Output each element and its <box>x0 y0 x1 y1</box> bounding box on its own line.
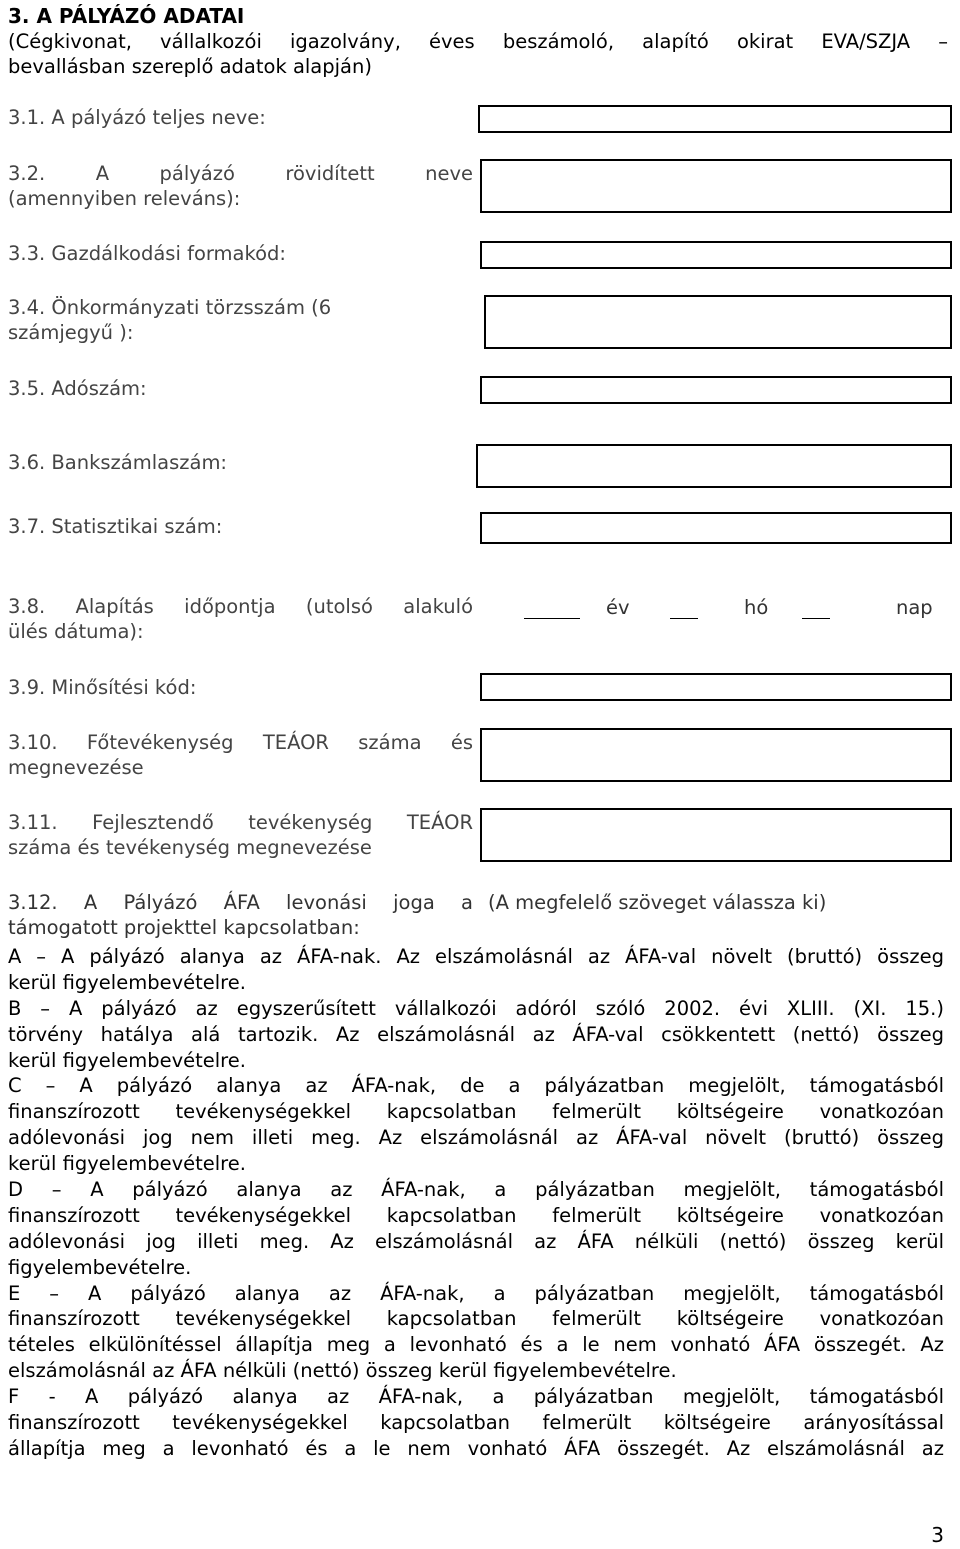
label-short-name-line2: (amennyiben releváns): <box>8 187 241 210</box>
option-b-line1: B – A pályázó az egyszerűsített vállalkozói adóról szóló 2002. évi XLIII. (XI. 15.) <box>8 996 944 1020</box>
year-label: év <box>606 596 630 619</box>
founding-date-field <box>480 594 940 622</box>
option-e-line1: E – A pályázó alanya az ÁFA-nak, a pályázatban megjelölt, támogatásból <box>8 1281 944 1305</box>
option-c-line3: adólevonási jog nem illeti meg. Az elszámolásnál az ÁFA-val növelt (bruttó) összeg <box>8 1126 944 1150</box>
input-tax-number[interactable] <box>480 376 952 404</box>
option-d-line1: D – A pályázó alanya az ÁFA-nak, a pályázatban megjelölt, támogatásból <box>8 1178 944 1202</box>
year-blank[interactable] <box>524 618 580 619</box>
input-development-activity[interactable] <box>480 808 952 862</box>
label-bank-account: 3.6. Bankszámlaszám: <box>8 451 228 474</box>
option-c-line2: finanszírozott tevékenységekkel kapcsolatban felmerült költségeire vonatkozóan <box>8 1100 944 1124</box>
option-e-line3: tételes elkülönítéssel állapítja meg a levonható és a le nem vonható ÁFA összegét. Az <box>8 1333 944 1357</box>
label-full-name: 3.1. A pályázó teljes neve: <box>8 106 266 129</box>
label-founding-date-line1: 3.8. Alapítás időpontja (utolsó alakuló <box>8 595 473 618</box>
label-qualification-code: 3.9. Minősítési kód: <box>8 676 197 699</box>
input-main-activity[interactable] <box>480 728 952 782</box>
label-municipal-reg-number-line1: 3.4. Önkormányzati törzsszám (6 <box>8 296 332 319</box>
input-municipal-reg-number[interactable] <box>484 295 952 349</box>
label-main-activity-line1: 3.10. Főtevékenység TEÁOR száma és <box>8 731 473 754</box>
section-title: 3. A PÁLYÁZÓ ADATAI <box>8 4 245 28</box>
label-vat-deduction-line1: 3.12. A Pályázó ÁFA levonási joga a <box>8 891 473 914</box>
option-d-line3: adólevonási jog illeti meg. Az elszámolásnál az ÁFA nélküli (nettó) összeg kerül <box>8 1229 944 1253</box>
option-e-line2: finanszírozott tevékenységekkel kapcsolatban felmerült költségeire vonatkozóan <box>8 1307 944 1331</box>
input-bank-account[interactable] <box>476 444 952 488</box>
option-d-line2: finanszírozott tevékenységekkel kapcsolatban felmerült költségeire vonatkozóan <box>8 1203 944 1227</box>
input-business-form-code[interactable] <box>480 241 952 269</box>
input-qualification-code[interactable] <box>480 673 952 701</box>
option-d-line4: figyelembevételre. <box>8 1255 192 1279</box>
label-vat-deduction-line2: támogatott projekttel kapcsolatban: <box>8 916 360 939</box>
label-founding-date-line2: ülés dátuma): <box>8 620 144 643</box>
month-blank[interactable] <box>670 618 698 619</box>
label-statistical-number: 3.7. Statisztikai szám: <box>8 515 223 538</box>
option-a-line2: kerül figyelembevételre. <box>8 970 246 994</box>
page-number: 3 <box>931 1523 944 1547</box>
label-founding-date <box>8 594 473 644</box>
option-b-line2: törvény hatálya alá tartozik. Az elszámolásnál az ÁFA-val csökkentett (nettó) összeg <box>8 1022 944 1046</box>
month-label: hó <box>744 596 769 619</box>
label-vat-deduction <box>8 890 473 940</box>
option-c-line4: kerül figyelembevételre. <box>8 1152 246 1176</box>
label-short-name <box>8 161 473 211</box>
input-short-name[interactable] <box>480 159 952 213</box>
label-main-activity-line2: megnevezése <box>8 756 144 779</box>
label-development-activity-line1: 3.11. Fejlesztendő tevékenység TEÁOR <box>8 811 473 834</box>
label-main-activity <box>8 730 473 780</box>
option-f-line1: F - A pályázó alanya az ÁFA-nak, a pályázatban megjelölt, támogatásból <box>8 1385 944 1409</box>
day-blank[interactable] <box>802 618 830 619</box>
section-subtitle-line2: bevallásban szereplő adatok alapján) <box>8 55 372 78</box>
label-tax-number: 3.5. Adószám: <box>8 377 147 400</box>
label-short-name-line1: 3.2. A pályázó rövidített neve <box>8 162 473 185</box>
label-development-activity-line2: száma és tevékenység megnevezése <box>8 836 372 859</box>
label-municipal-reg-number-line2: számjegyű ): <box>8 321 134 344</box>
option-e-line4: elszámolásnál az ÁFA nélküli (nettó) összeg kerül figyelembevételre. <box>8 1359 677 1383</box>
option-f-line2: finanszírozott tevékenységekkel kapcsolatban felmerült költségeire arányosítással <box>8 1411 944 1435</box>
vat-selection-hint: (A megfelelő szöveget válassza ki) <box>488 891 827 914</box>
option-f-line3: állapítja meg a levonható és a le nem vonható ÁFA összegét. Az elszámolásnál az <box>8 1436 944 1460</box>
day-label: nap <box>896 596 933 619</box>
option-a-line1: A – A pályázó alanya az ÁFA-nak. Az elszámolásnál az ÁFA-val növelt (bruttó) összeg <box>8 945 944 968</box>
label-business-form-code: 3.3. Gazdálkodási formakód: <box>8 242 286 265</box>
option-b-line3: kerül figyelembevételre. <box>8 1048 246 1072</box>
section-subtitle-line1: (Cégkivonat, vállalkozói igazolvány, éves beszámoló, alapító okirat EVA/SZJA – <box>8 30 948 53</box>
label-development-activity <box>8 810 473 860</box>
vat-options <box>8 944 944 1462</box>
option-c-line1: C – A pályázó alanya az ÁFA-nak, de a pályázatban megjelölt, támogatásból <box>8 1074 944 1098</box>
label-municipal-reg-number <box>8 295 473 345</box>
input-full-name[interactable] <box>478 105 952 133</box>
input-statistical-number[interactable] <box>480 512 952 544</box>
